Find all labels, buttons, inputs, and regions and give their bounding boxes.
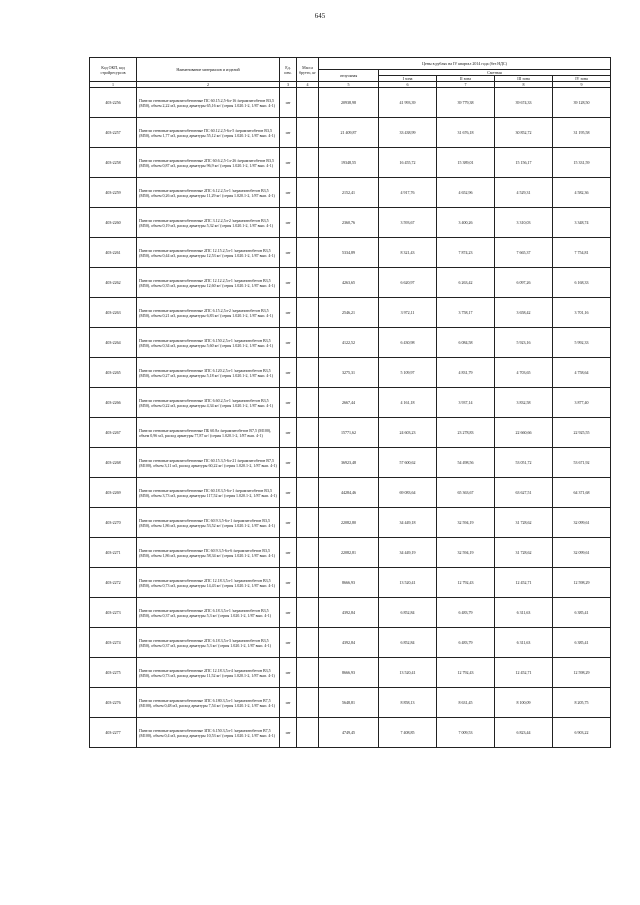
row-name: Панели стеновые керамзитобетонные 3ПС 6.60.2,5л-1 /керамзитобетон В3,5 (М50), объем 0,22 м3, расход арматуры 4,34 кг/ (серия 1.020.1-2, 1/87 вып. 4-1) xyxy=(137,388,280,418)
row-mass xyxy=(297,358,319,388)
row-zone-price: 3 877,40 xyxy=(553,388,611,418)
row-mass xyxy=(297,718,319,748)
row-release-price: 8666,93 xyxy=(319,658,379,688)
column-index: 1 xyxy=(90,82,137,88)
row-zone-price: 3 832,58 xyxy=(495,388,553,418)
row-name: Панели стеновые керамзитобетонные 2ПС 6.12.2,5л-1 /керамзитобетон В3,5 (М50), объем 0,26 м3, расход арматуры 11,29 кг/ (серия 1.020.1-2, 1/87 вып. 4-1) xyxy=(137,178,280,208)
row-zone-price: 31 728,62 xyxy=(495,538,553,568)
row-unit: шт xyxy=(280,418,297,448)
table-row xyxy=(90,208,611,238)
row-zone-price: 6 823,44 xyxy=(495,718,553,748)
row-zone-price: 4 529,31 xyxy=(495,178,553,208)
row-name: Панели стеновые керамзитобетонные 2ПС 12.18.3,5л-1 /керамзитобетон В3,5 (М50), объем 0,73 м3, расход арматуры 14,43 кг/ (серия 1.020.1-2, 1/87 вып. 4-1) xyxy=(137,568,280,598)
row-code: 403-2277 xyxy=(90,718,137,748)
row-zone-price: 3 972,11 xyxy=(379,298,437,328)
row-code: 403-2274 xyxy=(90,628,137,658)
row-zone-price: 3 348,74 xyxy=(553,208,611,238)
row-unit: шт xyxy=(280,478,297,508)
row-unit: шт xyxy=(280,688,297,718)
row-mass xyxy=(297,298,319,328)
column-index: 3 xyxy=(280,82,297,88)
row-zone-price: 13 520,41 xyxy=(379,568,437,598)
row-zone-price: 6 852,84 xyxy=(379,628,437,658)
row-zone-price: 64 371,68 xyxy=(553,478,611,508)
row-zone-price: 15 156,17 xyxy=(495,148,553,178)
row-name: Панели стеновые керамзитобетонные 2ПС 6.15.2,5л-2 /керамзитобетон В3,5 (М50), объем 0,21 м3, расход арматуры 6,83 кг/ (серия 1.020.1-2, 1/87 вып. 4-1) xyxy=(137,298,280,328)
row-code: 403-2259 xyxy=(90,178,137,208)
row-zone-price: 6 483,79 xyxy=(437,598,495,628)
row-code: 403-2276 xyxy=(90,688,137,718)
row-release-price: 4392,84 xyxy=(319,628,379,658)
row-zone-price: 65 363,67 xyxy=(437,478,495,508)
row-zone-price: 3 310,03 xyxy=(495,208,553,238)
row-unit: шт xyxy=(280,298,297,328)
row-zone-price: 32 099,61 xyxy=(553,538,611,568)
row-release-price: 2360,76 xyxy=(319,208,379,238)
table-row xyxy=(90,148,611,178)
table-row xyxy=(90,268,611,298)
row-zone-price: 6 385,41 xyxy=(553,628,611,658)
row-zone-price: 12 452,71 xyxy=(495,658,553,688)
column-index: 9 xyxy=(553,82,611,88)
row-zone-price: 53 051,72 xyxy=(495,448,553,478)
row-code: 403-2264 xyxy=(90,328,137,358)
row-release-price: 36923,48 xyxy=(319,448,379,478)
table-row xyxy=(90,298,611,328)
row-name: Панели стеновые керамзитобетонные ПБ 60.8л /керамзитобетон В7,5 (М100), объем 0,96 м3, расход арматуры 77,87 кг/ (серия 1.020.1-2, 1/87 вып. 4-1) xyxy=(137,418,280,448)
row-mass xyxy=(297,118,319,148)
price-table xyxy=(89,57,611,748)
table-row xyxy=(90,238,611,268)
row-zone-price: 4 703,65 xyxy=(495,358,553,388)
column-index: 2 xyxy=(137,82,280,88)
row-release-price: 5334,89 xyxy=(319,238,379,268)
row-zone-price: 7 665,37 xyxy=(495,238,553,268)
row-mass xyxy=(297,388,319,418)
row-zone-price: 24 603,23 xyxy=(379,418,437,448)
row-zone-price: 63 627,51 xyxy=(495,478,553,508)
row-zone-price: 12 792,43 xyxy=(437,568,495,598)
row-name: Панели стеновые керамзитобетонные ПС 60.12.2,5-6л-5 /керамзитобетон В3,5 (М50), объем 1,77 м3, расход арматуры 55,12 кг/ (серия 1.020.1-2, 1/87 вып. 4-1) xyxy=(137,118,280,148)
header-name: Наименование материалов и изделий xyxy=(137,58,280,82)
row-mass xyxy=(297,208,319,238)
row-code: 403-2258 xyxy=(90,148,137,178)
row-zone-price: 6 852,84 xyxy=(379,598,437,628)
column-index: 8 xyxy=(495,82,553,88)
row-zone-price: 12 452,71 xyxy=(495,568,553,598)
row-name: Панели стеновые керамзитобетонные 2ПС 6.18.3,5л-3 /керамзитобетон В3,5 (М50), объем 0,37 м3, расход арматуры 5,3 кг/ (серия 1.020.1-2, 1/87 вып. 4-1) xyxy=(137,628,280,658)
row-release-price: 4122,52 xyxy=(319,328,379,358)
row-name: Панели стеновые керамзитобетонные 3ПС 6.120.2,5л-1 /керамзитобетон В3,5 (М50), объем 0,27 м3, расход арматуры 5,18 кг/ (серия 1.020.1-2, 1/87 вып. 4-1) xyxy=(137,358,280,388)
row-unit: шт xyxy=(280,268,297,298)
row-code: 403-2257 xyxy=(90,118,137,148)
row-zone-price: 34 449,19 xyxy=(379,538,437,568)
table-row xyxy=(90,628,611,658)
row-zone-price: 4 582,36 xyxy=(553,178,611,208)
row-mass xyxy=(297,538,319,568)
row-zone-price: 12 598,29 xyxy=(553,658,611,688)
row-unit: шт xyxy=(280,118,297,148)
row-name: Панели стеновые керамзитобетонные 2ПС 60.6.2,5-1л-26 /керамзитобетон В3,5 (М50), объем 0,87 м3, расход арматуры 96,9 кг/ (серия 1.020.1-2, 1/87 вып. 4-1) xyxy=(137,148,280,178)
column-index: 7 xyxy=(437,82,495,88)
row-mass xyxy=(297,328,319,358)
column-index: 6 xyxy=(379,82,437,88)
row-zone-price: 31 676,18 xyxy=(437,118,495,148)
row-name: Панели стеновые керамзитобетонные ПС 60.9.3,5-6л-6 /керамзитобетон В3,5 (М50), объем 1,86 м3, расход арматуры 58,34 кг/ (серия 1.020.1-2, 1/87 вып. 4-1) xyxy=(137,538,280,568)
row-zone-price: 7 754,81 xyxy=(553,238,611,268)
row-zone-price: 3 593,67 xyxy=(379,208,437,238)
row-code: 403-2262 xyxy=(90,268,137,298)
row-zone-price: 8 205,75 xyxy=(553,688,611,718)
table-row xyxy=(90,388,611,418)
row-zone-price: 8 321,43 xyxy=(379,238,437,268)
row-mass xyxy=(297,178,319,208)
row-zone-price: 31 195,58 xyxy=(553,118,611,148)
table-row xyxy=(90,658,611,688)
row-mass xyxy=(297,88,319,118)
table-row xyxy=(90,118,611,148)
row-release-price: 20938,98 xyxy=(319,88,379,118)
row-zone-price: 7 009,53 xyxy=(437,718,495,748)
row-zone-price: 33 438,99 xyxy=(379,118,437,148)
row-release-price: 4263,65 xyxy=(319,268,379,298)
row-release-price: 8666,93 xyxy=(319,568,379,598)
table-row xyxy=(90,718,611,748)
row-code: 403-2271 xyxy=(90,538,137,568)
table-row xyxy=(90,88,611,118)
row-release-price: 4392,84 xyxy=(319,598,379,628)
row-unit: шт xyxy=(280,178,297,208)
header-unit: Ед. изм. xyxy=(280,58,297,82)
row-zone-price: 4 917,76 xyxy=(379,178,437,208)
row-zone-price: 39 674,33 xyxy=(495,88,553,118)
page-number: 645 xyxy=(314,12,326,20)
row-name: Панели стеновые керамзитобетонные ПС 60.15.3,5-6л-21 /керамзитобетон В7,5 (М100), объем 3,11 м3, расход арматуры 60,22 кг/ (серия 1.020.1-2, 1/87 вып. 4-1) xyxy=(137,448,280,478)
row-zone-price: 4 758,64 xyxy=(553,358,611,388)
column-index: 5 xyxy=(319,82,379,88)
row-mass xyxy=(297,448,319,478)
row-name: Панели стеновые керамзитобетонные 2ПС 12.15.2,5л-1 /керамзитобетон В3,5 (М50), объем 0,44 м3, расход арматуры 12,53 кг/ (серия 1.020.1-2, 1/87 вып. 4-1) xyxy=(137,238,280,268)
column-index: 4 xyxy=(297,82,319,88)
row-unit: шт xyxy=(280,448,297,478)
header-release-price: отпускная xyxy=(319,70,379,82)
row-mass xyxy=(297,598,319,628)
row-zone-price: 32 099,61 xyxy=(553,508,611,538)
row-unit: шт xyxy=(280,328,297,358)
row-zone-price: 4 161,18 xyxy=(379,388,437,418)
row-zone-price: 22 660,66 xyxy=(495,418,553,448)
row-zone-price: 7 408,85 xyxy=(379,718,437,748)
row-mass xyxy=(297,268,319,298)
row-zone-price: 6 311,63 xyxy=(495,598,553,628)
row-zone-price: 23 278,83 xyxy=(437,418,495,448)
row-code: 403-2265 xyxy=(90,358,137,388)
row-zone-price: 39 779,38 xyxy=(437,88,495,118)
table-row xyxy=(90,538,611,568)
row-zone-price: 34 449,18 xyxy=(379,508,437,538)
table-row xyxy=(90,508,611,538)
row-name: Панели стеновые керамзитобетонные 3ПС 6.180.3,5л-1 /керамзитобетон В7,5 (М100), объем 0,48 м3, расход арматуры 7,54 кг/ (серия 1.020.1-2, 1/87 вып. 4-1) xyxy=(137,688,280,718)
row-release-price: 21 409,87 xyxy=(319,118,379,148)
row-code: 403-2268 xyxy=(90,448,137,478)
row-mass xyxy=(297,658,319,688)
row-name: Панели стеновые керамзитобетонные 2ПС 6.18.3,5л-1 /керамзитобетон В3,5 (М50), объем 0,37 м3, расход арматуры 5,3 кг/ (серия 1.020.1-2, 1/87 вып. 4-1) xyxy=(137,598,280,628)
row-code: 403-2272 xyxy=(90,568,137,598)
row-zone-price: 6 263,42 xyxy=(437,268,495,298)
table-row xyxy=(90,418,611,448)
row-mass xyxy=(297,688,319,718)
table-row xyxy=(90,328,611,358)
table-body xyxy=(90,88,611,748)
row-name: Панели стеновые керамзитобетонные 2ПС 12.12.2,5л-1 /керамзитобетон В3,5 (М50), объем 0,35 м3, расход арматуры 12,60 кг/ (серия 1.020.1-2, 1/87 вып. 4-1) xyxy=(137,268,280,298)
row-unit: шт xyxy=(280,88,297,118)
row-name: Панели стеновые керамзитобетонные ПС 60.9.3,5-6л-1 /керамзитобетон В3,5 (М50), объем 1,86 м3, расход арматуры 53,52 кг/ (серия 1.020.1-2, 1/87 вып. 4-1) xyxy=(137,508,280,538)
row-code: 403-2266 xyxy=(90,388,137,418)
row-zone-price: 3 658,42 xyxy=(495,298,553,328)
table-row xyxy=(90,688,611,718)
row-unit: шт xyxy=(280,388,297,418)
row-release-price: 22082,81 xyxy=(319,538,379,568)
row-zone-price: 15 389,01 xyxy=(437,148,495,178)
row-unit: шт xyxy=(280,568,297,598)
row-unit: шт xyxy=(280,628,297,658)
row-mass xyxy=(297,628,319,658)
header-zone: III зона xyxy=(495,76,553,82)
header-mass: Масса брутто, кг xyxy=(297,58,319,82)
header-price-group: Цены в рублях на IV квартал 2014 года (без НДС) xyxy=(319,58,611,70)
table-row xyxy=(90,448,611,478)
row-zone-price: 32 594,19 xyxy=(437,508,495,538)
row-unit: шт xyxy=(280,598,297,628)
row-zone-price: 5 923,16 xyxy=(495,328,553,358)
row-zone-price: 12 598,29 xyxy=(553,568,611,598)
row-release-price: 2546,21 xyxy=(319,298,379,328)
row-unit: шт xyxy=(280,148,297,178)
row-zone-price: 30 852,72 xyxy=(495,118,553,148)
header-zone: I зона xyxy=(379,76,437,82)
row-zone-price: 6 311,63 xyxy=(495,628,553,658)
row-release-price: 3275,31 xyxy=(319,358,379,388)
row-zone-price: 3 937,14 xyxy=(437,388,495,418)
row-mass xyxy=(297,508,319,538)
row-zone-price: 12 792,43 xyxy=(437,658,495,688)
row-mass xyxy=(297,418,319,448)
header-zone: IV зона xyxy=(553,76,611,82)
row-mass xyxy=(297,568,319,598)
table-row xyxy=(90,178,611,208)
row-name: Панели стеновые керамзитобетонные 3ПС 6.150.3,5л-1 /керамзитобетон В7,5 (М100), объем 0,4 м3, расход арматуры 10,53 кг/ (серия 1.020.1-2, 1/87 вып. 4-1) xyxy=(137,718,280,748)
row-zone-price: 69 083,64 xyxy=(379,478,437,508)
row-name: Панели стеновые керамзитобетонные ПС 60.15.2,5-6л-16 /керамзитобетон В3,5 (М50), объем 2,22 м3, расход арматуры 65,16 кг/ (серия 1.020.1-2, 1/87 вып. 4-1) xyxy=(137,88,280,118)
row-release-price: 15771,62 xyxy=(319,418,379,448)
row-release-price: 44284,46 xyxy=(319,478,379,508)
row-zone-price: 31 728,62 xyxy=(495,508,553,538)
row-zone-price: 54 498,56 xyxy=(437,448,495,478)
header-code: Код ОКП, код стройресурсов xyxy=(90,58,137,82)
table-row xyxy=(90,358,611,388)
row-code: 403-2273 xyxy=(90,598,137,628)
row-release-price: 2152,41 xyxy=(319,178,379,208)
row-code: 403-2269 xyxy=(90,478,137,508)
row-unit: шт xyxy=(280,718,297,748)
row-zone-price: 8 100,09 xyxy=(495,688,553,718)
row-zone-price: 16 455,72 xyxy=(379,148,437,178)
row-name: Панели стеновые керамзитобетонные 2ПС 3.12.2,5л-2 /керамзитобетон В3,5 (М50), объем 0,19 м3, расход арматуры 5,32 кг/ (серия 1.020.1-2, 1/87 вып. 4-1) xyxy=(137,208,280,238)
row-zone-price: 15 331,59 xyxy=(553,148,611,178)
row-zone-price: 6 903,22 xyxy=(553,718,611,748)
row-name: Панели стеновые керамзитобетонные 2ПС 12.18.3,5л-4 /керамзитобетон В3,5 (М50), объем 0,73 м3, расход арматуры 11,52 кг/ (серия 1.020.1-2, 1/87 вып. 4-1) xyxy=(137,658,280,688)
row-release-price: 22082,80 xyxy=(319,508,379,538)
row-release-price: 19348,55 xyxy=(319,148,379,178)
row-zone-price: 22 925,55 xyxy=(553,418,611,448)
row-code: 403-2261 xyxy=(90,238,137,268)
row-zone-price: 53 671,92 xyxy=(553,448,611,478)
row-release-price: 2667,44 xyxy=(319,388,379,418)
row-unit: шт xyxy=(280,208,297,238)
row-zone-price: 5 109,97 xyxy=(379,358,437,388)
row-zone-price: 3 701,16 xyxy=(553,298,611,328)
row-mass xyxy=(297,148,319,178)
row-unit: шт xyxy=(280,538,297,568)
row-zone-price: 6 097,26 xyxy=(495,268,553,298)
row-mass xyxy=(297,238,319,268)
row-zone-price: 3 400,26 xyxy=(437,208,495,238)
row-code: 403-2256 xyxy=(90,88,137,118)
row-zone-price: 6 084,58 xyxy=(437,328,495,358)
table-row xyxy=(90,568,611,598)
row-unit: шт xyxy=(280,658,297,688)
row-zone-price: 3 758,17 xyxy=(437,298,495,328)
row-zone-price: 39 128,50 xyxy=(553,88,611,118)
row-zone-price: 57 600,62 xyxy=(379,448,437,478)
row-zone-price: 6 430,98 xyxy=(379,328,437,358)
row-zone-price: 13 520,41 xyxy=(379,658,437,688)
row-zone-price: 8 631,45 xyxy=(437,688,495,718)
header-zone: II зона xyxy=(437,76,495,82)
row-zone-price: 41 993,39 xyxy=(379,88,437,118)
row-code: 403-2267 xyxy=(90,418,137,448)
row-mass xyxy=(297,478,319,508)
table-row xyxy=(90,478,611,508)
row-release-price: 4749,45 xyxy=(319,718,379,748)
row-zone-price: 4 831,79 xyxy=(437,358,495,388)
row-code: 403-2275 xyxy=(90,658,137,688)
row-zone-price: 7 874,23 xyxy=(437,238,495,268)
row-zone-price: 6 483,79 xyxy=(437,628,495,658)
row-zone-price: 4 652,96 xyxy=(437,178,495,208)
row-zone-price: 6 385,41 xyxy=(553,598,611,628)
row-release-price: 5648,81 xyxy=(319,688,379,718)
row-unit: шт xyxy=(280,508,297,538)
table-row xyxy=(90,598,611,628)
row-zone-price: 5 992,33 xyxy=(553,328,611,358)
row-name: Панели стеновые керамзитобетонные 3ПС 6.150.2,5л-1 /керамзитобетон В3,5 (М50), объем 0,34 м3, расход арматуры 5,60 кг/ (серия 1.020.1-2, 1/87 вып. 4-1) xyxy=(137,328,280,358)
header-estimate-group: Сметная xyxy=(379,70,611,76)
row-zone-price: 8 858,13 xyxy=(379,688,437,718)
row-name: Панели стеновые керамзитобетонные ПС 60.18.3,5-6л-1 /керамзитобетон В3,5 (М50), объем 3,73 м3, расход арматуры 117,52 кг/ (серия 1.020.1-2, 1/87 вып. 4-1) xyxy=(137,478,280,508)
row-zone-price: 6 620,97 xyxy=(379,268,437,298)
row-code: 403-2263 xyxy=(90,298,137,328)
row-zone-price: 32 594,19 xyxy=(437,538,495,568)
row-code: 403-2270 xyxy=(90,508,137,538)
row-unit: шт xyxy=(280,358,297,388)
row-code: 403-2260 xyxy=(90,208,137,238)
row-unit: шт xyxy=(280,238,297,268)
row-zone-price: 6 168,33 xyxy=(553,268,611,298)
table-header xyxy=(90,58,611,88)
